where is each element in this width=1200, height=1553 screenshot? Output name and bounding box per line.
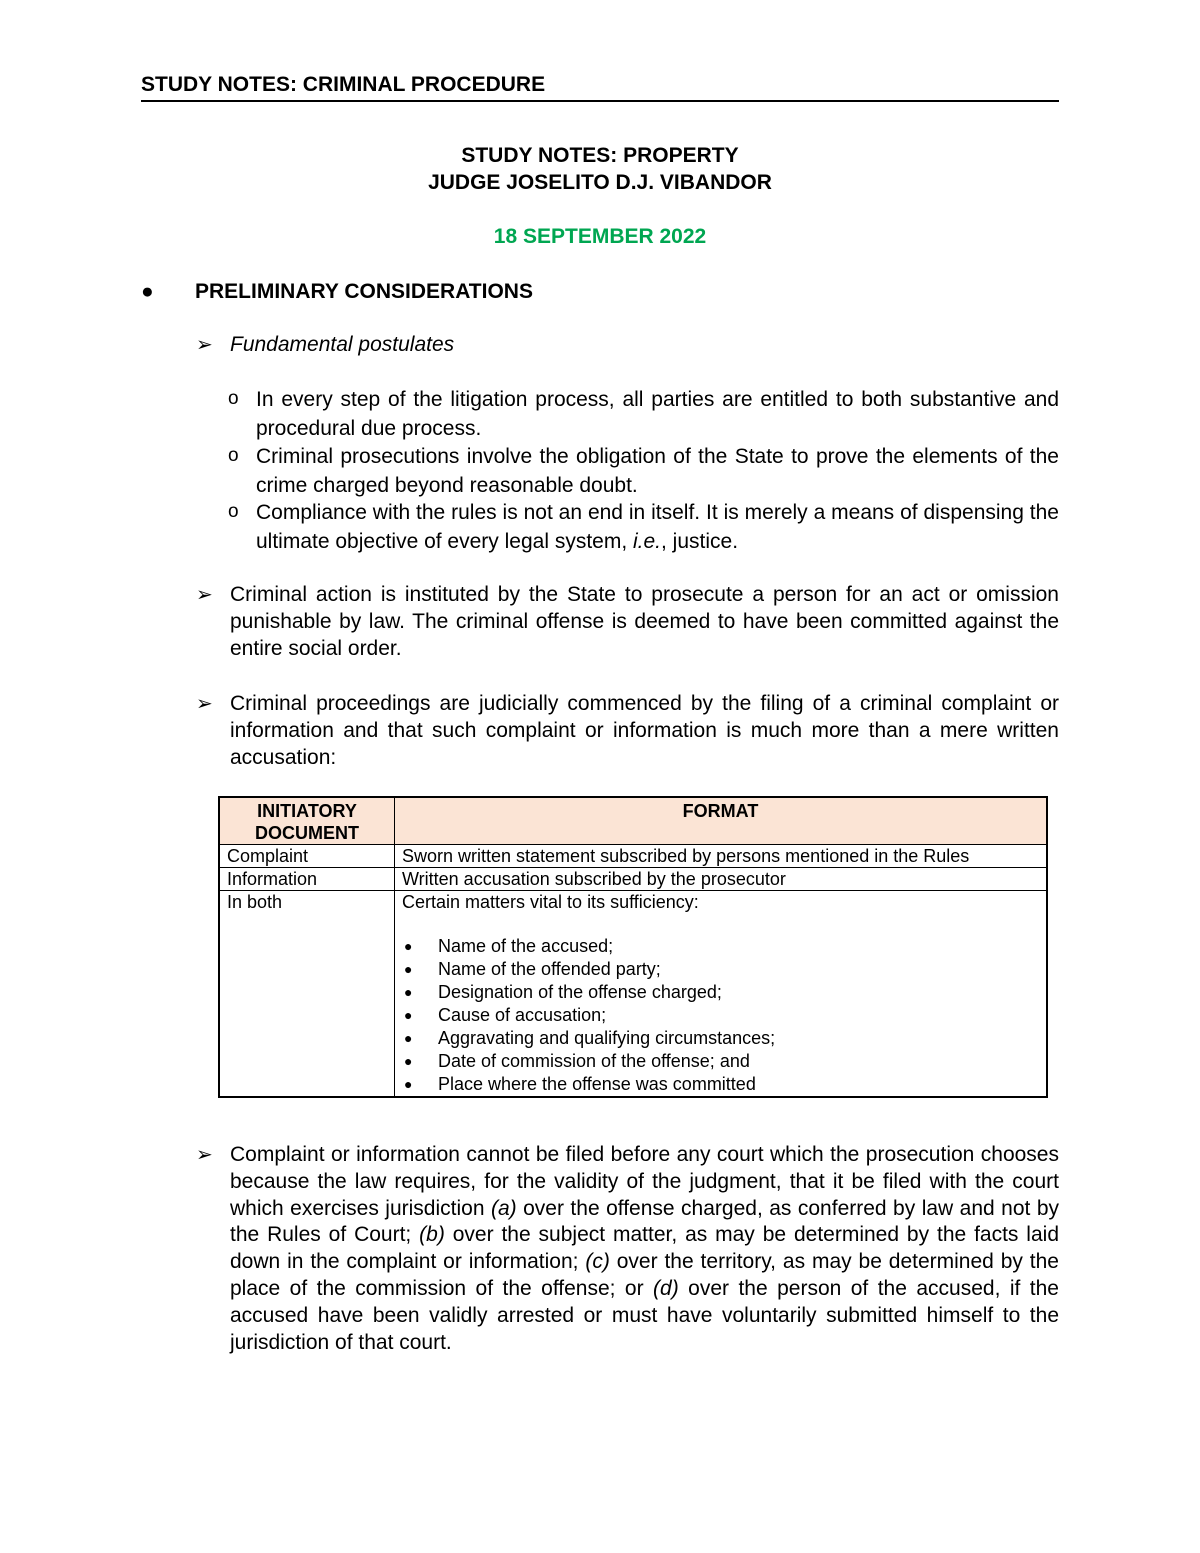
running-header: STUDY NOTES: CRIMINAL PROCEDURE — [141, 72, 1059, 102]
table-cell-format — [395, 891, 1048, 1098]
bullet-icon: ● — [404, 961, 413, 977]
table-cell-format: Sworn written statement subscribed by persons mentioned in the Rules — [395, 845, 1048, 868]
list-item: ● Name of the accused; — [404, 936, 614, 956]
arrowhead-icon: ➢ — [196, 584, 213, 606]
table-header-format: FORMAT — [395, 797, 1048, 845]
postulate-text: Criminal prosecutions involve the obligation of the State to prove the elements of the crime charged beyond reasonable doubt. — [256, 445, 1059, 497]
author-line: JUDGE JOSELITO D.J. VIBANDOR — [428, 171, 772, 194]
table-row — [219, 845, 1047, 868]
criminal-proceedings-text: Criminal proceedings are judicially commenced by the filing of a criminal complaint or information and that such complaint or information is much more than a mere written accusation: — [230, 692, 1059, 769]
table-cell-format: Written accusation subscribed by the prosecutor — [395, 868, 1048, 891]
list-item: ● Cause of accusation; — [404, 1005, 607, 1025]
bullet-icon: ● — [404, 938, 413, 954]
table-cell-doc: Complaint — [219, 845, 395, 868]
bullet-icon: ● — [141, 280, 154, 303]
arrowhead-icon: ➢ — [196, 334, 213, 356]
hollow-bullet-icon: o — [228, 388, 239, 409]
criminal-proceedings-item — [196, 691, 1059, 771]
table-header-document: INITIATORY DOCUMENT — [219, 797, 395, 845]
postulate-item — [228, 499, 1059, 556]
section-heading-text: PRELIMINARY CONSIDERATIONS — [195, 280, 533, 303]
bullet-icon: ● — [404, 1030, 413, 1046]
postulate-item — [228, 443, 1059, 500]
document-title: STUDY NOTES: PROPERTY — [461, 144, 739, 167]
criminal-action-text: Criminal action is instituted by the State to prosecute a person for an act or omission punishable by law. The criminal offense is deemed to have been committed against the entire social order. — [230, 583, 1059, 660]
criminal-action-item — [196, 582, 1059, 662]
list-item: ● Date of commission of the offense; and — [404, 1051, 750, 1071]
postulates-label: Fundamental postulates — [230, 333, 455, 356]
list-item: ● Designation of the offense charged; — [404, 982, 722, 1002]
table-row — [219, 868, 1047, 891]
jurisdiction-text: Complaint or information cannot be filed before any court which the prosecution chooses because the law requires, for the validity of the judgment, that it be filed with the court which exercises jurisdiction (a) over the offense charged, as conferred by law and not by the Rules of Court; (b) over the subject matter, as may be determined by the facts laid down in the complaint or information; (c) over the territory, as may be determined by the place of the commission of the offense; or (d) over the person of the accused, if the accused have been validly arrested or must have voluntarily submitted himself to the jurisdiction of that court. — [230, 1143, 1059, 1354]
jurisdiction-item — [196, 1142, 1059, 1356]
list-item: ● Aggravating and qualifying circumstances; — [404, 1028, 776, 1048]
bullet-icon: ● — [404, 984, 413, 1000]
document-date: 18 SEPTEMBER 2022 — [493, 225, 707, 248]
table-row — [219, 891, 1047, 1098]
table-header-row — [219, 797, 1047, 845]
arrowhead-icon: ➢ — [196, 693, 213, 715]
matters-list — [402, 935, 1039, 1096]
table-cell-doc: Information — [219, 868, 395, 891]
hollow-bullet-icon: o — [228, 445, 239, 466]
bullet-icon: ● — [404, 1007, 413, 1023]
list-item: ● Name of the offended party; — [404, 959, 661, 979]
table-cell-doc: In both — [219, 891, 395, 1098]
postulate-text: Compliance with the rules is not an end in itself. It is merely a means of dispensing the ultimate objective of every legal system, i.e., justice. — [256, 501, 1059, 553]
bullet-icon: ● — [404, 1053, 413, 1069]
list-item: ● Place where the offense was committed — [404, 1074, 756, 1094]
hollow-bullet-icon: o — [228, 501, 239, 522]
bullet-icon: ● — [404, 1076, 413, 1092]
arrowhead-icon: ➢ — [196, 1144, 213, 1166]
initiatory-document-table — [218, 796, 1048, 1098]
postulates-label-item — [196, 332, 1059, 359]
postulate-item — [228, 386, 1059, 443]
postulate-text: In every step of the litigation process, all parties are entitled to both substantive and procedural due process. — [256, 388, 1059, 440]
matters-intro: Certain matters vital to its sufficiency: — [402, 892, 699, 912]
